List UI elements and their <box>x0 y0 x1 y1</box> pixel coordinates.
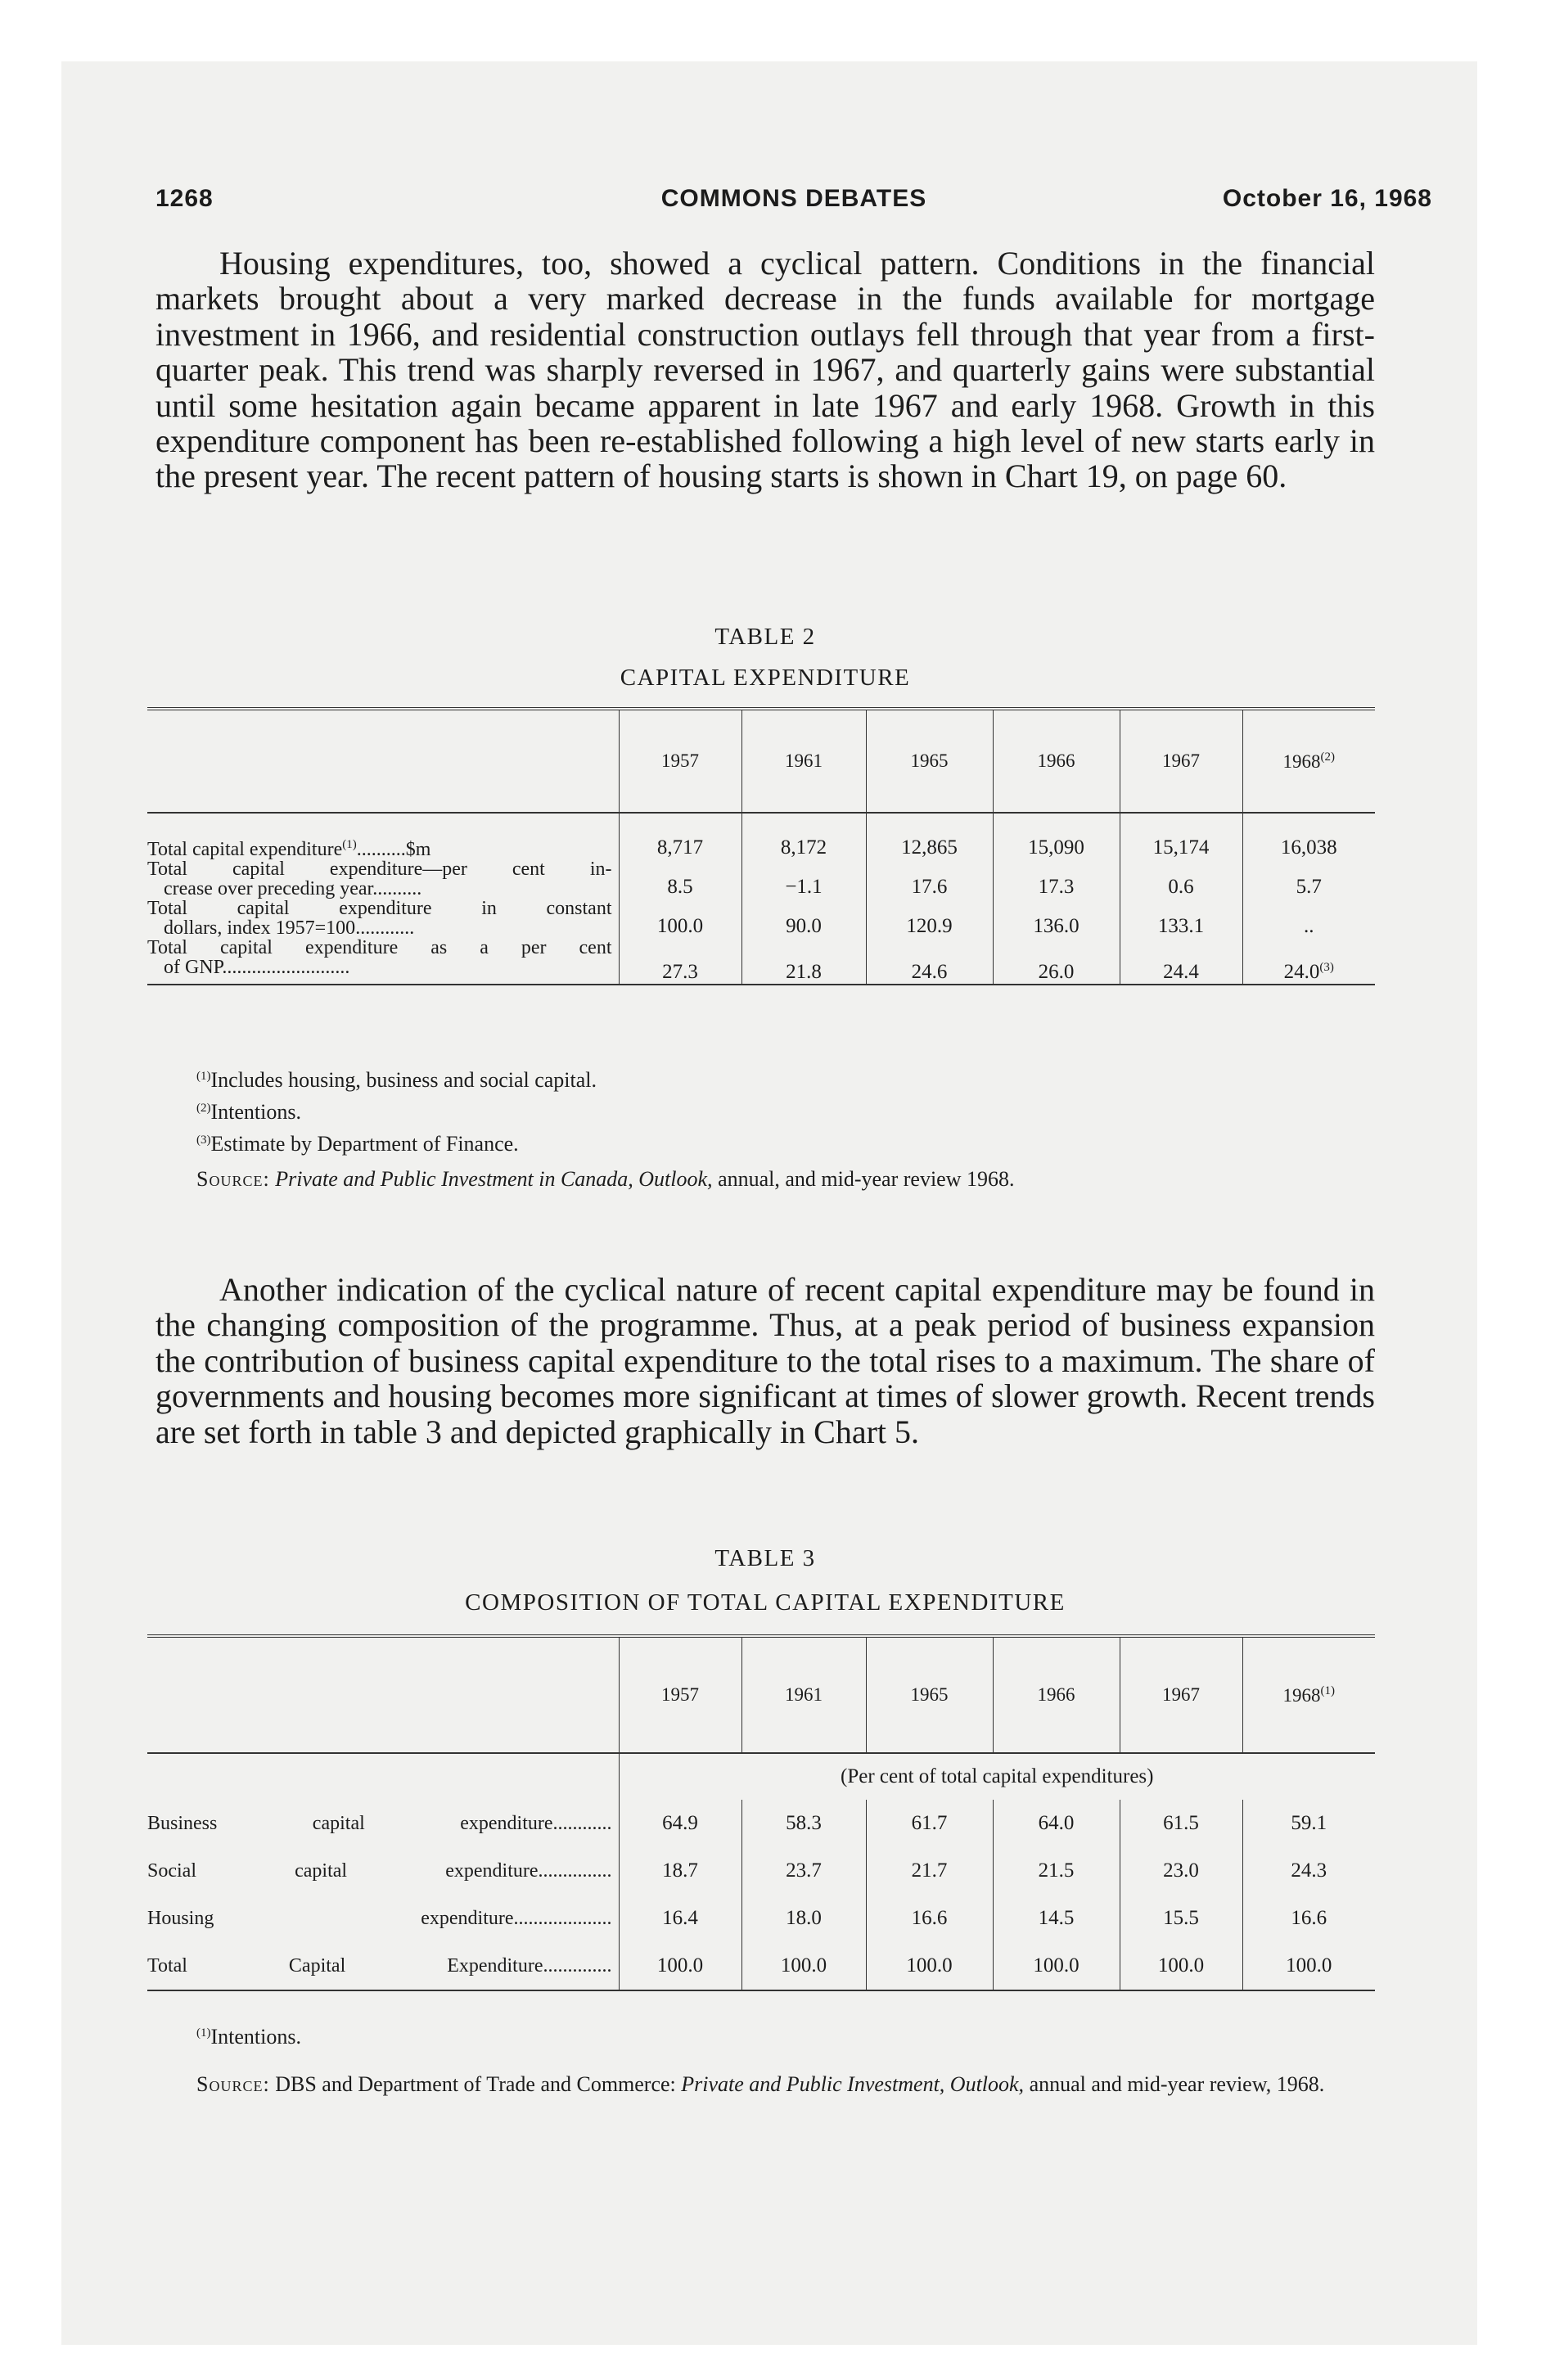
issue-date: October 16, 1968 <box>1222 185 1432 212</box>
cell: 15,174 <box>1120 813 1242 859</box>
row-label: Total capital expenditure as a per cent of GNP.......................... <box>147 938 619 985</box>
table2-header-row <box>147 709 1375 813</box>
cell: 100.0 <box>619 1942 741 1990</box>
table2-year-1968: 1968$^{(2)}$ <box>1242 709 1375 813</box>
cell: 90.0 <box>741 899 866 938</box>
table3-unit-row <box>147 1753 1375 1800</box>
table2-year: 1961 <box>741 709 866 813</box>
cell: 136.0 <box>993 899 1120 938</box>
table3-year: 1967 <box>1120 1636 1242 1753</box>
cell: 64.0 <box>993 1800 1120 1847</box>
table2-year: 1965 <box>866 709 993 813</box>
table-row <box>147 899 1375 938</box>
table-row <box>147 859 1375 899</box>
table3-stub-header <box>147 1636 619 1753</box>
cell: 17.3 <box>993 859 1120 899</box>
cell: 133.1 <box>1120 899 1242 938</box>
cell: 61.5 <box>1120 1800 1242 1847</box>
cell: 64.9 <box>619 1800 741 1847</box>
cell: 100.0 <box>1242 1942 1375 1990</box>
cell: 14.5 <box>993 1895 1120 1942</box>
cell: 24.0$^{(3)}$ <box>1242 938 1375 985</box>
cell: .. <box>1242 899 1375 938</box>
paragraph-housing: Housing expenditures, too, showed a cyclical pattern. Conditions in the financial markets brought about a very marked decrease in the funds available for mortgage investment in 1966, and residential construction outlays fell through that year from a first-quarter peak. This trend was sharply reversed in 1967, and quarterly gains were substantial until some hesitation again became apparent in late 1967 and early 1968. Growth in this expenditure component has been re-established following a high level of new starts early in the present year. The recent pattern of housing starts is shown in Chart 19, on page 60. <box>156 245 1375 495</box>
cell: 24.6 <box>866 938 993 985</box>
cell: 26.0 <box>993 938 1120 985</box>
paragraph-composition: Another indication of the cyclical nature of recent capital expenditure may be found in the changing composition of the programme. Thus, at a peak period of business expansion the contribution of business capital expenditure to the total rises to a maximum. The share of governments and housing becomes more significant at times of slower growth. Recent trends are set forth in table 3 and depicted graphically in Chart 5. <box>156 1271 1375 1450</box>
row-label: Total capital expenditure—per cent in- crease over preceding year.......... <box>147 859 612 899</box>
cell: 18.7 <box>619 1847 741 1895</box>
footnote-ref: (1) <box>1320 1684 1335 1697</box>
table-row <box>147 1800 1375 1847</box>
table3-label: TABLE 3 <box>714 1545 816 1571</box>
cell: 23.0 <box>1120 1847 1242 1895</box>
footnote: $^{(2)}$Intentions. <box>196 1100 301 1124</box>
cell: 24.3 <box>1242 1847 1375 1895</box>
row-label: Total Capital Expenditure.............. <box>147 1942 619 1990</box>
cell: −1.1 <box>741 859 866 899</box>
footnote: $^{(3)}$Estimate by Department of Finance. <box>196 1132 519 1156</box>
cell: 100.0 <box>619 899 741 938</box>
cell: 21.8 <box>741 938 866 985</box>
table2-year: 1967 <box>1120 709 1242 813</box>
table-row <box>147 1942 1375 1990</box>
cell: 21.5 <box>993 1847 1120 1895</box>
table3-year: 1966 <box>993 1636 1120 1753</box>
cell: 120.9 <box>866 899 993 938</box>
table2-notes <box>196 1062 1375 1193</box>
cell: 61.7 <box>866 1800 993 1847</box>
cell: 58.3 <box>741 1800 866 1847</box>
table3-year: 1961 <box>741 1636 866 1753</box>
page-number: 1268 <box>156 185 214 212</box>
table2-year: 1957 <box>619 709 741 813</box>
cell: 24.4 <box>1120 938 1242 985</box>
cell: 15.5 <box>1120 1895 1242 1942</box>
cell: 8,717 <box>619 813 741 859</box>
page-header <box>156 185 1432 226</box>
cell: 0.6 <box>1120 859 1242 899</box>
cell: 16.4 <box>619 1895 741 1942</box>
cell: 15,090 <box>993 813 1120 859</box>
row-label: Business capital expenditure............ <box>147 1812 612 1834</box>
cell: 8,172 <box>741 813 866 859</box>
table2-year: 1966 <box>993 709 1120 813</box>
table-row <box>147 1847 1375 1895</box>
cell: 16,038 <box>1242 813 1375 859</box>
cell: 100.0 <box>866 1942 993 1990</box>
table2-label: TABLE 2 <box>714 624 816 650</box>
table2-stub-header <box>147 709 619 813</box>
cell: 5.7 <box>1242 859 1375 899</box>
cell: 100.0 <box>1120 1942 1242 1990</box>
cell: 59.1 <box>1242 1800 1375 1847</box>
cell: 21.7 <box>866 1847 993 1895</box>
table3-year-1968: 1968$^{(1)}$ <box>1242 1636 1375 1753</box>
table3-composition <box>147 1634 1375 1991</box>
cell: 16.6 <box>866 1895 993 1942</box>
table3-year: 1965 <box>866 1636 993 1753</box>
cell: 16.6 <box>1242 1895 1375 1942</box>
footnote-ref: (2) <box>1320 750 1335 764</box>
cell: 8.5 <box>619 859 741 899</box>
cell: 100.0 <box>993 1942 1120 1990</box>
footnote-ref: (3) <box>1319 961 1334 974</box>
table2-capital-expenditure <box>147 707 1375 985</box>
row-label: Total capital expenditure$^{(1)}$..........$m <box>147 838 431 860</box>
cell: 12,865 <box>866 813 993 859</box>
table3-source: Source: DBS and Department of Trade and Commerce: Private and Public Investment, Outlook, annual and mid-year review, 1968. <box>196 2072 1325 2096</box>
publication-title: COMMONS DEBATES <box>660 185 927 212</box>
table3-header-row <box>147 1636 1375 1753</box>
cell: 18.0 <box>741 1895 866 1942</box>
table2-source: Source: Private and Public Investment in Canada, Outlook, annual, and mid-year review 1968. <box>196 1167 1015 1191</box>
row-label: Housing expenditure.................... <box>147 1907 612 1929</box>
row-label: Total capital expenditure in constant dollars, index 1957=100............ <box>147 898 612 939</box>
table3-notes <box>156 2020 1379 2098</box>
footnote: $^{(1)}$Includes housing, business and social capital. <box>196 1068 597 1092</box>
cell: 27.3 <box>619 938 741 985</box>
table2-title: CAPITAL EXPENDITURE <box>620 665 911 691</box>
cell: 100.0 <box>741 1942 866 1990</box>
row-label: Social capital expenditure............... <box>147 1859 612 1882</box>
footnote: $^{(1)}$Intentions. <box>196 2025 301 2049</box>
table3-unit-note: (Per cent of total capital expenditures) <box>619 1753 1375 1800</box>
cell: 17.6 <box>866 859 993 899</box>
table-row <box>147 813 1375 859</box>
table-row <box>147 1895 1375 1942</box>
table-row <box>147 938 1375 985</box>
cell: 23.7 <box>741 1847 866 1895</box>
table3-year: 1957 <box>619 1636 741 1753</box>
table3-title: COMPOSITION OF TOTAL CAPITAL EXPENDITURE <box>465 1589 1066 1616</box>
